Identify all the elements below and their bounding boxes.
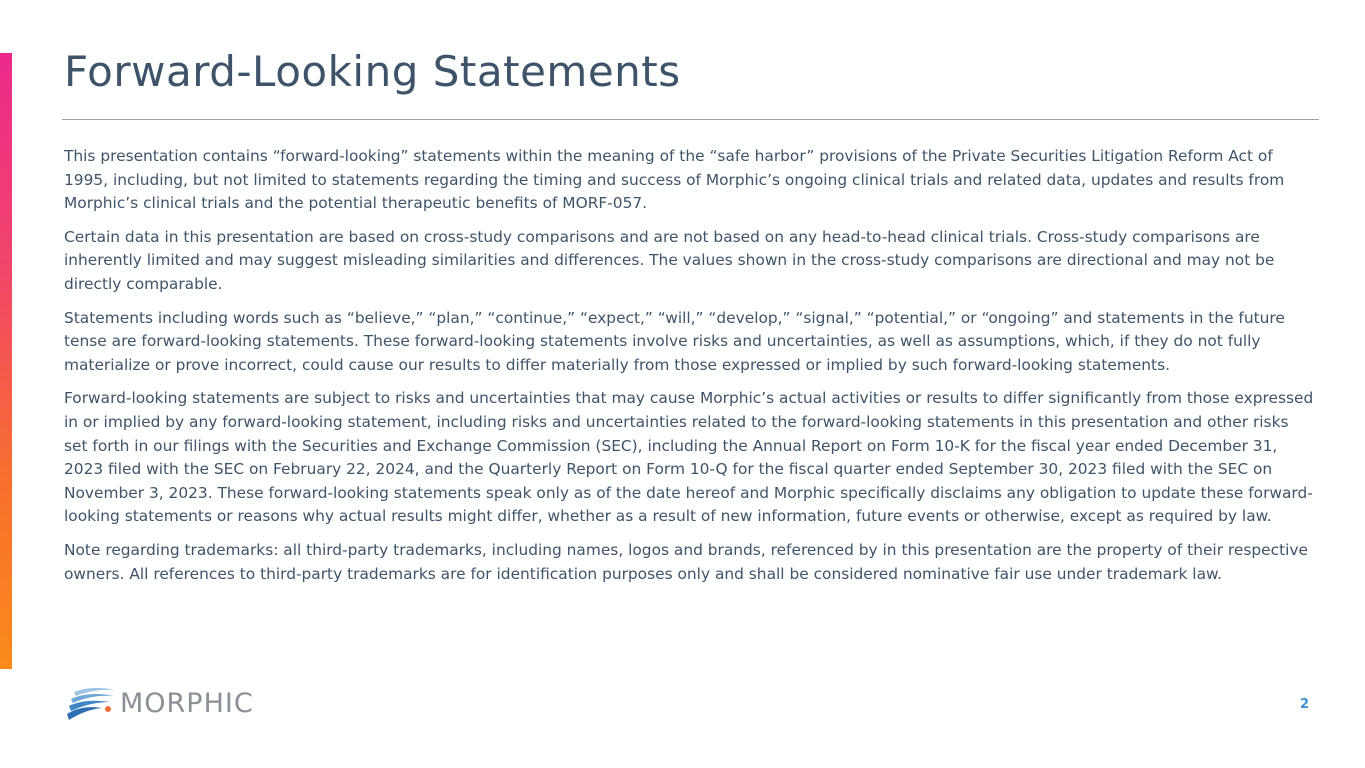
paragraph-safe-harbor: This presentation contains “forward-looking” statements within the meaning of the “safe harbor” provisions of the Private Securities Litigation Reform Act of 1995, including, but not limited to statements regarding the timing and success of Morphic’s ongoing clinical trials and related data, updates and results from Morphic’s clinical trials and the potential therapeutic benefits of MORF-057. xyxy=(64,147,1285,213)
accent-bar xyxy=(0,53,12,669)
body-text xyxy=(64,145,1314,596)
paragraph-risks: Forward-looking statements are subject to risks and uncertainties that may cause Morphic’s actual activities or results to differ significantly from those expressed in or implied by any forward-looking statement, including risks and uncertainties related to the forward-looking statements in this presentation and other risks set forth in our filings with the Securities and Exchange Commission (SEC), including the Annual Report on Form 10-K for the fiscal year ended December 31, 2023 filed with the SEC on February 22, 2024, and the Quarterly Report on Form 10-Q for the fiscal quarter ended September 30, 2023 filed with the SEC on November 3, 2023. These forward-looking statements speak only as of the date hereof and Morphic specifically disclaims any obligation to update these forward-looking statements or reasons why actual results might differ, whether as a result of new information, future events or otherwise, except as required by law. xyxy=(64,389,1314,526)
morphic-logo-icon xyxy=(64,684,118,724)
company-logo xyxy=(64,684,254,724)
page-number: 2 xyxy=(1299,697,1309,712)
title-divider xyxy=(62,119,1319,120)
logo-wordmark: MORPHIC xyxy=(120,688,254,719)
paragraph-trademarks: Note regarding trademarks: all third-party trademarks, including names, logos and brands, referenced by in this presentation are the property of their respective owners. All references to third-party trademarks are for identification purposes only and shall be considered nominative fair use under trademark law. xyxy=(64,540,1308,583)
paragraph-cross-study: Certain data in this presentation are based on cross-study comparisons and are not based on any head-to-head clinical trials. Cross-study comparisons are inherently limited and may suggest misleading similarities and differences. The values shown in the cross-study comparisons are directional and may not be directly comparable. xyxy=(64,227,1275,293)
slide-title: Forward-Looking Statements xyxy=(64,47,681,96)
paragraph-forward-looking-words: Statements including words such as “believe,” “plan,” “continue,” “expect,” “will,” “develop,” “signal,” “potential,” or “ongoing” and statements in the future tense are forward-looking statements. These forward-looking statements involve risks and uncertainties, as well as assumptions, which, if they do not fully materialize or prove incorrect, could cause our results to differ materially from those expressed or implied by such forward-looking statements. xyxy=(64,308,1285,374)
